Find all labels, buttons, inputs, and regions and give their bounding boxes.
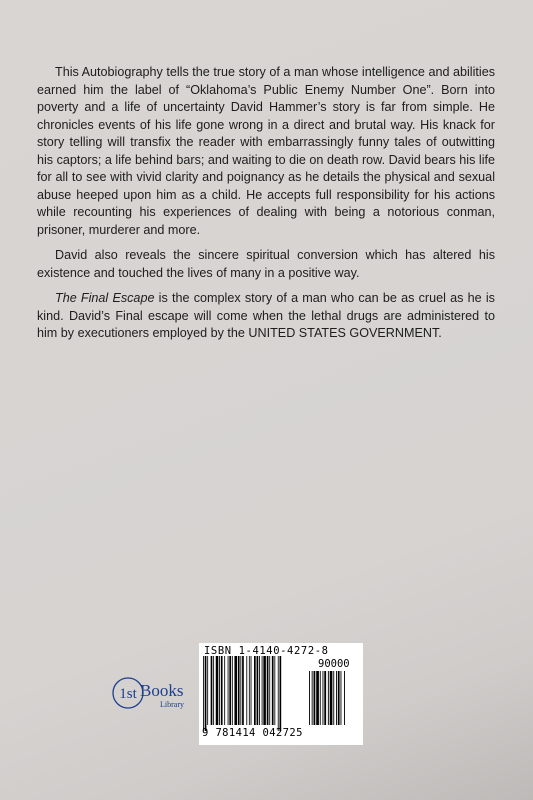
publisher-logo-sub: Library <box>160 700 184 709</box>
blurb-paragraph-2: David also reveals the sincere spiritual conversion which has altered his existence and touched the lives of many in a positive way. <box>37 248 495 280</box>
publisher-logo-mark: 1st <box>119 686 137 702</box>
isbn-text: ISBN 1-4140-4272-8 <box>204 645 329 657</box>
ean-digits: 9 781414 042725 <box>202 727 303 739</box>
book-title: The Final Escape <box>55 291 155 305</box>
blurb-paragraph-3 <box>37 290 495 343</box>
publisher-logo <box>112 676 194 710</box>
publisher-logo-name: Books <box>140 681 184 700</box>
blurb-paragraph-1: This Autobiography tells the true story of a man whose intelligence and abilities earned him the label of “Oklahoma’s Public Enemy Number One”. Born into poverty and a life of uncertainty David Hammer’s story is far from simple. He chronicles events of his life gone wrong in a direct and brutal way. His knack for story telling will transfix the reader with embarrassingly funny tales of outwitting his captors; a life behind bars; and waiting to die on death row. David bears his life for all to see with vivid clarity and poignancy as he details the physical and sexual abuse heeped upon him as a child. He accepts full responsibility for his actions while recounting his experiences of dealing with being a notorious conman, prisoner, murderer and more. <box>37 65 495 237</box>
price-code: 90000 <box>318 658 350 670</box>
isbn-barcode <box>199 643 363 745</box>
book-blurb <box>37 64 495 351</box>
blurb-paragraph-3-text: is the complex story of a man who can be as cruel as he is kind. David’s Final escape will come when the lethal drugs are administered to him by executioners employed by the UNITED STATES GOVERNMENT. <box>37 291 495 340</box>
